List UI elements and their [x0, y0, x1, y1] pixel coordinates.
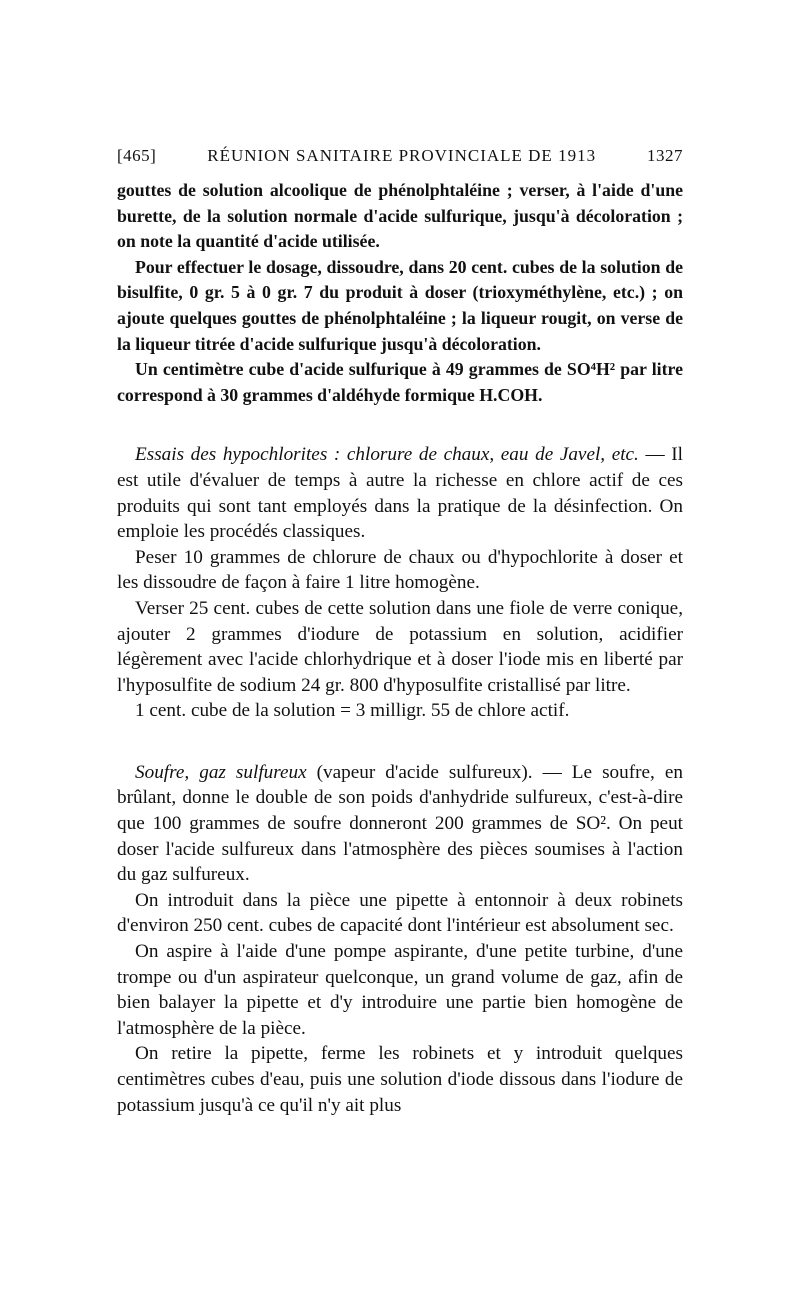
paragraph: Peser 10 grammes de chlorure de chaux ou d'hypochlorite à doser et les dissoudre de façon à faire 1 litre homogène.	[117, 546, 683, 594]
paragraph: On retire la pipette, ferme les robinets et y introduit quelques centimètres cubes d'eau, puis une solution d'iode dissous dans l'iodure de potassium jusqu'à ce qu'il n'y ait plus	[117, 1043, 683, 1116]
paragraph: On introduit dans la pièce une pipette à entonnoir à deux robinets d'environ 250 cent. cubes de capacité dont l'intérieur est absolument sec.	[117, 889, 683, 937]
paragraph: 1 cent. cube de la solution = 3 milligr. 55 de chlore actif.	[135, 700, 570, 722]
paragraph: Un centimètre cube d'acide sulfurique à 49 grammes de SO⁴H² par litre correspond à 30 grammes d'aldéhyde formique H.COH.	[117, 359, 683, 405]
paragraph: On aspire à l'aide d'une pompe aspirante, d'une petite turbine, d'une trompe ou d'un aspirateur quelconque, un grand volume de gaz, afin de bien balayer la pipette et d'y introduire une partie bien homogène de l'atmosphère de la pièce.	[117, 941, 683, 1039]
running-head	[117, 146, 683, 178]
page-number: 1327	[646, 146, 683, 165]
header-left-bracket-number: [465]	[117, 146, 157, 165]
paragraph	[117, 442, 683, 544]
formaldehyde-dosage-section	[117, 178, 683, 408]
book-page	[117, 146, 683, 1118]
section-heading: Soufre, gaz sulfureux	[135, 761, 307, 783]
paragraph-text: (vapeur d'acide sulfureux). — Le soufre, en brûlant, donne le double de son poids d'anhydride sulfureux, c'est-à-dire que 100 grammes de soufre donneront 200 grammes de SO². On peut doser l'acide sulfureux dans l'atmosphère des pièces soumises à l'action du gaz sulfureux.	[117, 761, 683, 886]
header-title: RÉUNION SANITAIRE PROVINCIALE DE 1913	[207, 146, 597, 165]
section-heading: Essais des hypochlorites : chlorure de chaux, eau de Javel, etc.	[135, 444, 639, 466]
paragraph: gouttes de solution alcoolique de phénolphtaléine ; verser, à l'aide d'une burette, de la solution normale d'acide sulfurique, jusqu'à décoloration ; on note la quantité d'acide utilisée.	[117, 180, 683, 252]
paragraph	[117, 760, 683, 888]
paragraph: Pour effectuer le dosage, dissoudre, dans 20 cent. cubes de la solution de bisulfite, 0 gr. 5 à 0 gr. 7 du produit à doser (trioxyméthylène, etc.) ; on ajoute quelques gouttes de phénolphtaléine ; la liqueur rougit, on verse de la liqueur titrée d'acide sulfurique jusqu'à décoloration.	[117, 256, 683, 354]
paragraph: Verser 25 cent. cubes de cette solution dans une fiole de verre conique, ajouter 2 grammes d'iodure de potassium en solution, acidifier légèrement avec l'acide chlorhydrique et à doser l'iode mis en liberté par l'hyposulfite de sodium 24 gr. 800 d'hyposulfite cristallisé par litre.	[117, 597, 683, 696]
sulfur-section	[117, 760, 683, 1118]
paragraph-text: — Il est utile d'évaluer de temps à autre la richesse en chlore actif de ces produits qui sont tant employés dans la pratique de la désinfection. On emploie les procédés classiques.	[117, 444, 683, 543]
hypochlorites-section	[117, 442, 683, 724]
